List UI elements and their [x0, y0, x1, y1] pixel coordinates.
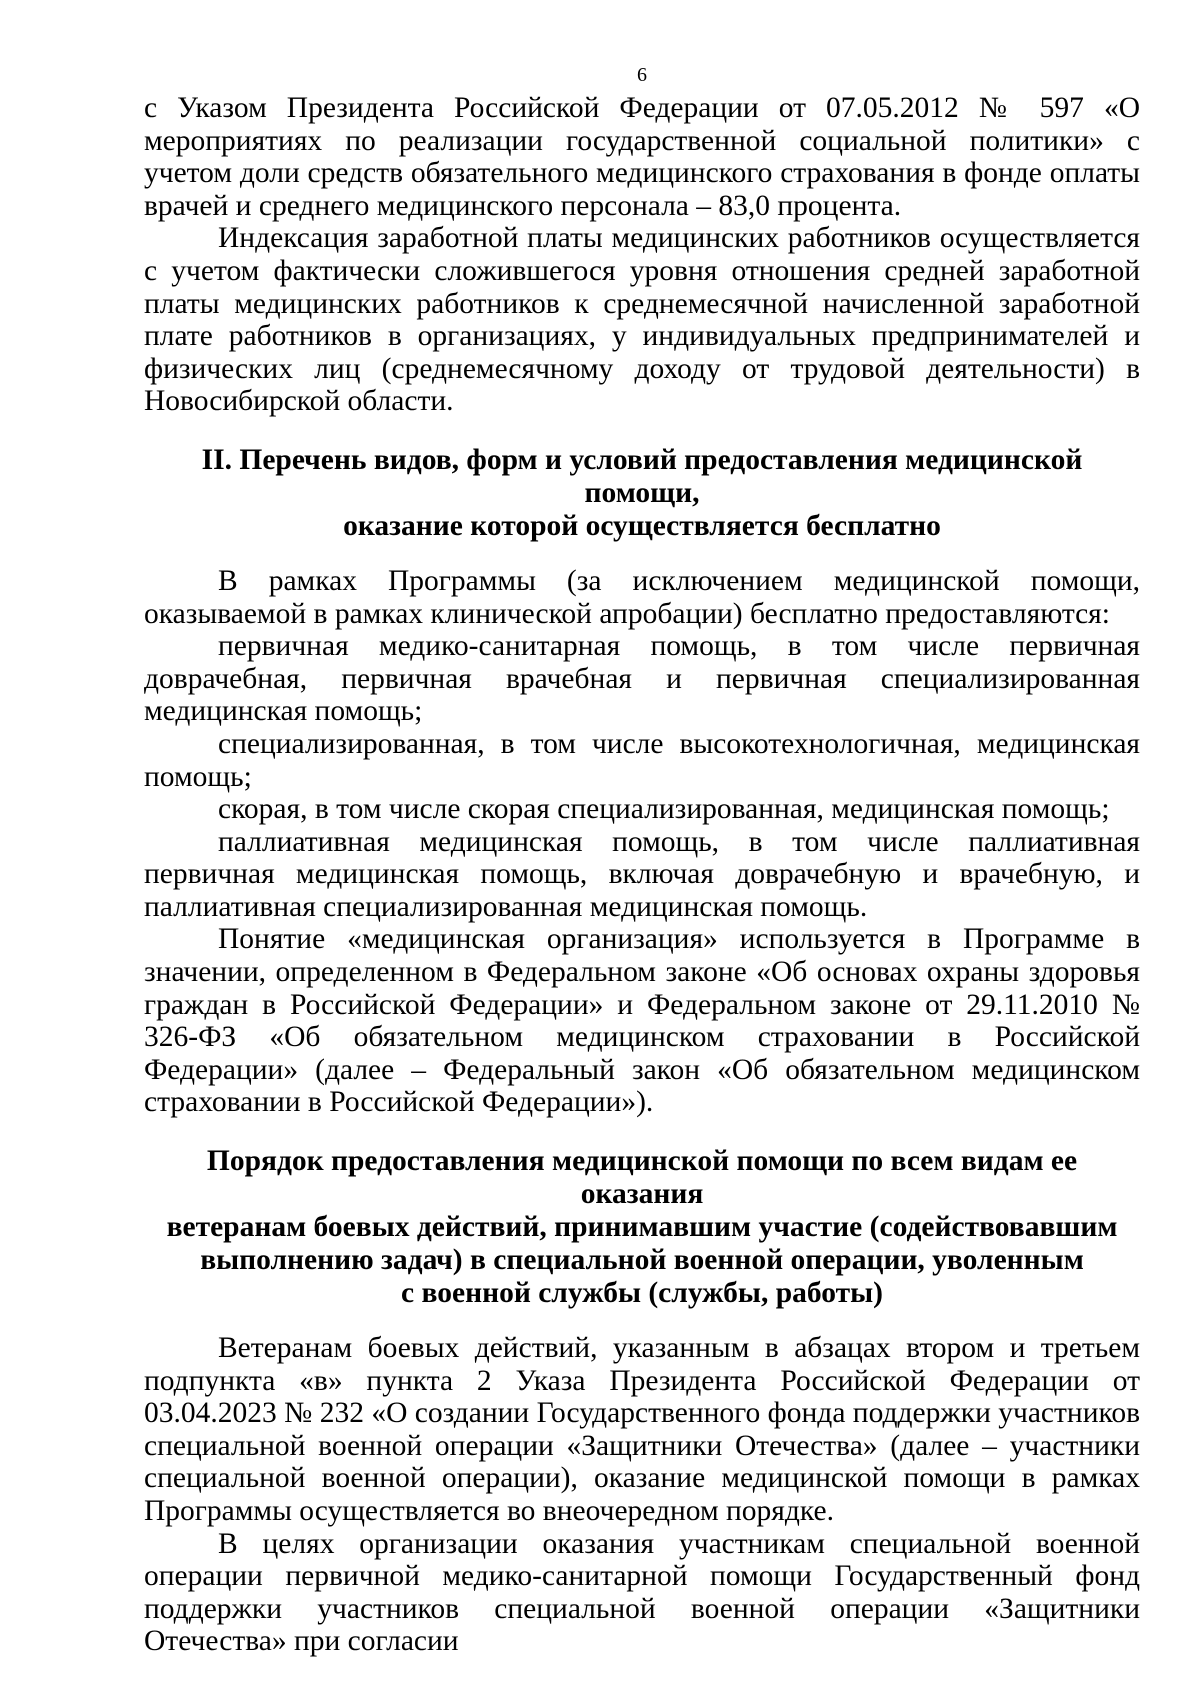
- section-2-heading: [144, 444, 1140, 543]
- document-page: [144, 60, 1140, 1658]
- page-number: 6: [637, 64, 647, 86]
- section-2-heading-line-1: II. Перечень видов, форм и условий предоставления медицинской помощи,: [201, 443, 1083, 509]
- paragraph-decree-continuation: с Указом Президента Российской Федерации от 07.05.2012 № 597 «О мероприятиях по реализации государственной социальной политики» с учетом доли средств обязательного медицинского страхования в фонде оплаты врачей и среднего медицинского персонала – 83,0 процента.: [144, 92, 1140, 222]
- paragraph-emergency-care: скорая, в том числе скорая специализированная, медицинская помощь;: [218, 793, 1110, 826]
- paragraph-fund-consent: В целях организации оказания участникам специальной военной операции первичной медико-санитарной помощи Государственный фонд поддержки участников специальной военной операции «Защитники Отечества» при согласии: [144, 1527, 1140, 1658]
- section-3-heading: [144, 1145, 1140, 1310]
- paragraph-medical-organization-definition: Понятие «медицинская организация» используется в Программе в значении, определенном в Федеральном законе «Об основах охраны здоровья граждан в Российской Федерации» и Федеральном законе от 29.11.2010 № 326-ФЗ «Об обязательном медицинском страховании в Российской Федерации» (далее – Федеральный закон «Об обязательном медицинском страховании в Российской Федерации»).: [144, 923, 1140, 1119]
- paragraph-program-scope: В рамках Программы (за исключением медицинской помощи, оказываемой в рамках клинической апробации) бесплатно предоставляются:: [144, 564, 1140, 630]
- paragraph-salary-indexation: Индексация заработной платы медицинских работников осуществляется с учетом фактически сложившегося уровня отношения средней заработной платы медицинских работников к среднемесячной начисленной заработной плате работников в организациях, у индивидуальных предпринимателей и физических лиц (среднемесячному доходу от трудовой деятельности) в Новосибирской области.: [144, 222, 1140, 418]
- section-3-heading-line-4: с военной службы (службы, работы): [401, 1277, 883, 1310]
- section-3-heading-line-2: ветеранам боевых действий, принимавшим участие (содействовавшим: [166, 1211, 1118, 1244]
- paragraph-specialized-care: специализированная, в том числе высокотехнологичная, медицинская помощь;: [144, 727, 1140, 793]
- paragraph-palliative-care: паллиативная медицинская помощь, в том числе паллиативная первичная медицинская помощь, включая доврачебную и врачебную, и паллиативная специализированная медицинская помощь.: [144, 825, 1140, 923]
- paragraph-primary-care: первичная медико-санитарная помощь, в том числе первичная доврачебная, первичная врачебная и первичная специализированная медицинская помощь;: [144, 630, 1140, 728]
- section-3-heading-line-1: Порядок предоставления медицинской помощи по всем видам ее оказания: [206, 1145, 1078, 1211]
- section-2-heading-line-2: оказание которой осуществляется бесплатно: [343, 509, 941, 542]
- paragraph-veterans-priority: Ветеранам боевых действий, указанным в абзацах втором и третьем подпункта «в» пункта 2 Указа Президента Российской Федерации от 03.04.2023 № 232 «О создании Государственного фонда поддержки участников специальной военной операции «Защитники Отечества» (далее – участники специальной военной операции), оказание медицинской помощи в рамках Программы осуществляется во внеочередном порядке.: [144, 1332, 1140, 1527]
- section-3-heading-line-3: выполнению задач) в специальной военной операции, уволенным: [200, 1244, 1084, 1277]
